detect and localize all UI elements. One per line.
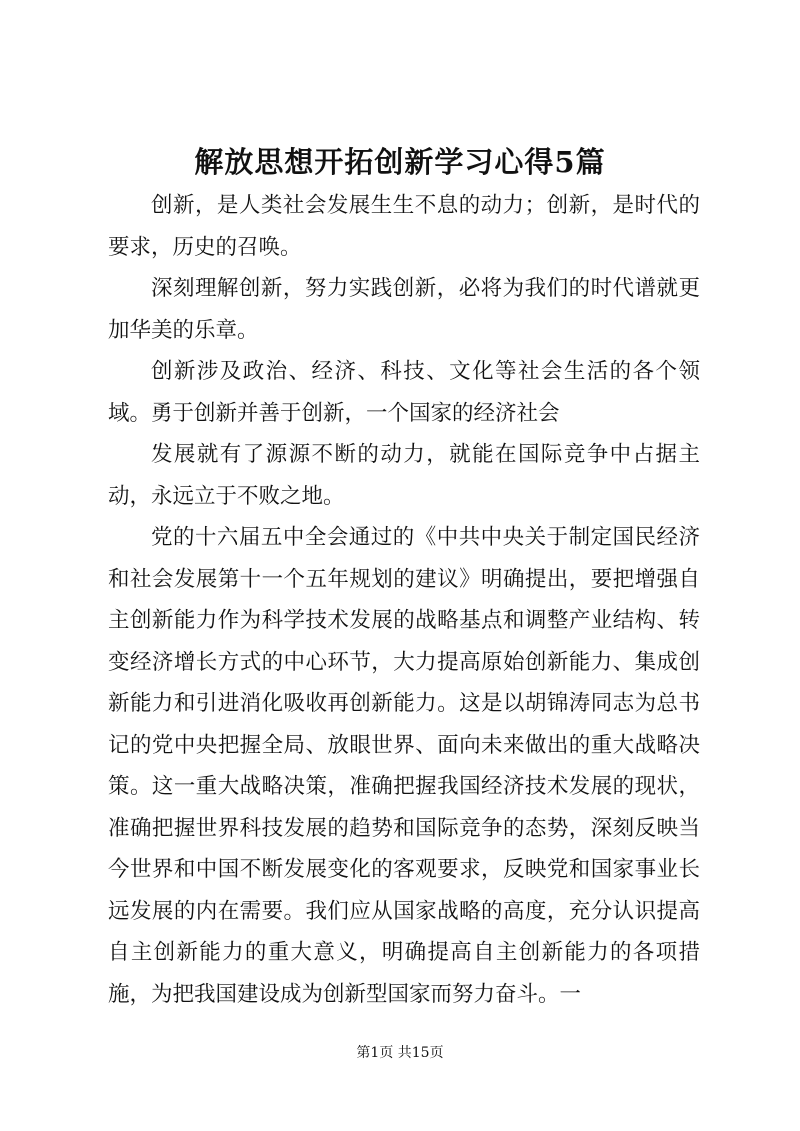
paragraph-5: 党的十六届五中全会通过的《中共中央关于制定国民经济和社会发展第十一个五年规划的建议》明确提出，要把增强自主创新能力作为科学技术发展的战略基点和调整产业结构、转变经济增长方式的中心环节，大力提高原始创新能力、集成创新能力和引进消化吸收再创新能力。这是以胡锦涛同志为总书记的党中央把握全局、放眼世界、面向未来做出的重大战略决策。这一重大战略决策，准确把握我国经济技术发展的现状，准确把握世界科技发展的趋势和国际竞争的态势，深刻反映当今世界和中国不断发展变化的客观要求，反映党和国家事业长远发展的内在需要。我们应从国家战略的高度，充分认识提高自主创新能力的重大意义，明确提高自主创新能力的各项措施，为把我国建设成为创新型国家而努力奋斗。一 [108,525,700,1007]
paragraph-1: 创新，是人类社会发展生生不息的动力；创新，是时代的要求，历史的召唤。 [108,193,700,260]
paragraph-3: 创新涉及政治、经济、科技、文化等社会生活的各个领域。勇于创新并善于创新，一个国家的经济社会 [108,359,700,426]
paragraph-2: 深刻理解创新，努力实践创新，必将为我们的时代谱就更加华美的乐章。 [108,276,700,343]
paragraph-4: 发展就有了源源不断的动力，就能在国际竞争中占据主动，永远立于不败之地。 [108,442,700,509]
document-body [108,185,700,1015]
document-title: 解放思想开拓创新学习心得5篇 [194,145,606,179]
page-footer: 第1页 共15页 [356,1045,444,1061]
